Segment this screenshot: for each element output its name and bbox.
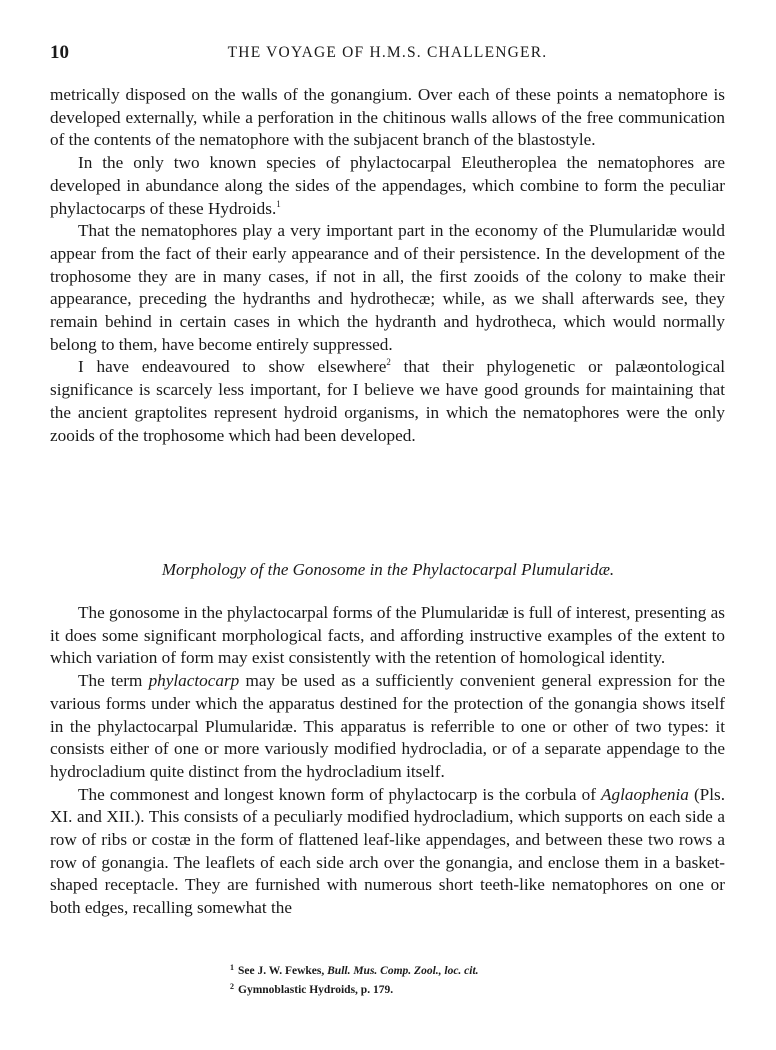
- paragraph: [50, 670, 725, 784]
- paragraph-text: The term: [78, 671, 149, 691]
- paragraph-text: The gonosome in the phylactocarpal forms of the Plumularidæ is full of interest, presenting as it does some significant morphological facts, and affording instructive examples of the extent to which variation of form may exist consistently with the retention of homological identity.: [50, 603, 725, 668]
- paragraph: [50, 602, 725, 670]
- footnote-mark: 1: [230, 963, 234, 972]
- page-number: 10: [50, 42, 69, 63]
- footnote-2: [230, 979, 479, 998]
- paragraph-text: The commonest and longest known form of phylactocarp is the corbula of: [78, 784, 602, 804]
- paragraph-text: I have endeavoured to show elsewhere: [78, 357, 387, 377]
- footnote-1: [230, 960, 479, 979]
- italic-genus: Aglaophenia: [601, 784, 689, 804]
- footnote-text: Gymnoblastic Hydroids, p. 179.: [238, 984, 394, 996]
- paragraph-text: (Pls. XI. and XII.). This consists of a peculiarly modified hydrocladium, which supports on each side a row of ribs or costæ in the form of flattened leaf-like appendages, and between these two rows a row of gonangia. The leaflets of each side arch over the gonangia, and enclose them in a basket-shaped receptacle. They are furnished with numerous short teeth-like nematophores on one or both edges, recalling somewhat the: [50, 784, 726, 918]
- paragraph-text: metrically disposed on the walls of the gonangium. Over each of these points a nematophore is developed externally, while a perforation in the chitinous walls allows of the free communication of the contents of the nematophore with the subjacent branch of the blastostyle.: [50, 85, 725, 150]
- footnote-ref[interactable]: 2: [386, 357, 391, 368]
- footnote-text: See J. W. Fewkes,: [238, 965, 328, 977]
- footnote-citation: Bull. Mus. Comp. Zool., loc. cit.: [327, 965, 479, 977]
- page-header: [50, 42, 725, 66]
- paragraph: [50, 784, 725, 920]
- paragraph-text: that their phylogenetic or palæontological significance is scarcely less important, for I believe we have good grounds for maintaining that the ancient graptolites represent hydroid organisms, in which the nematophores were the only zooids of the trophosome which had been developed.: [50, 357, 725, 445]
- paragraph: [50, 152, 725, 220]
- running-title: THE VOYAGE OF H.M.S. CHALLENGER.: [227, 44, 548, 61]
- italic-term: phylactocarp: [148, 671, 240, 691]
- section-body-2: [50, 602, 725, 920]
- footnotes: [230, 960, 479, 998]
- section-body-1: [50, 84, 725, 447]
- footnote-mark: 2: [230, 982, 234, 991]
- footnote-ref[interactable]: 1: [276, 198, 281, 209]
- paragraph-text: That the nematophores play a very important part in the economy of the Plumularidæ would appear from the fact of their early appearance and of their persistence. In the development of the trophosome they are in many cases, if not in all, the first zooids of the colony to make their appearance, preceding the hydranths and hydrothecæ; while, as we shall afterwards see, they remain behind in certain cases in which the hydranth and hydrotheca, which would normally belong to them, have become entirely suppressed.: [50, 221, 725, 354]
- paragraph: [50, 356, 725, 447]
- paragraph-text: In the only two known species of phylactocarpal Eleutheroplea the nematophores are developed in abundance along the sides of the appendages, which combine to form the peculiar phylactocarps of these Hydroids.: [50, 153, 725, 218]
- paragraph: [50, 84, 725, 152]
- paragraph-text: may be used as a sufficiently convenient general expression for the various forms under which the apparatus destined for the protection of the gonangia shows itself in the phylactocarpal Plumularidæ. This apparatus is referrible to one or other of two types: it consists either of one or more variously modified hydrocladia, or of a separate appendage to the hydrocladium quite distinct from the hydrocladium itself.: [50, 671, 725, 781]
- section-heading: Morphology of the Gonosome in the Phylactocarpal Plumularidæ.: [161, 560, 615, 579]
- paragraph: [50, 220, 725, 356]
